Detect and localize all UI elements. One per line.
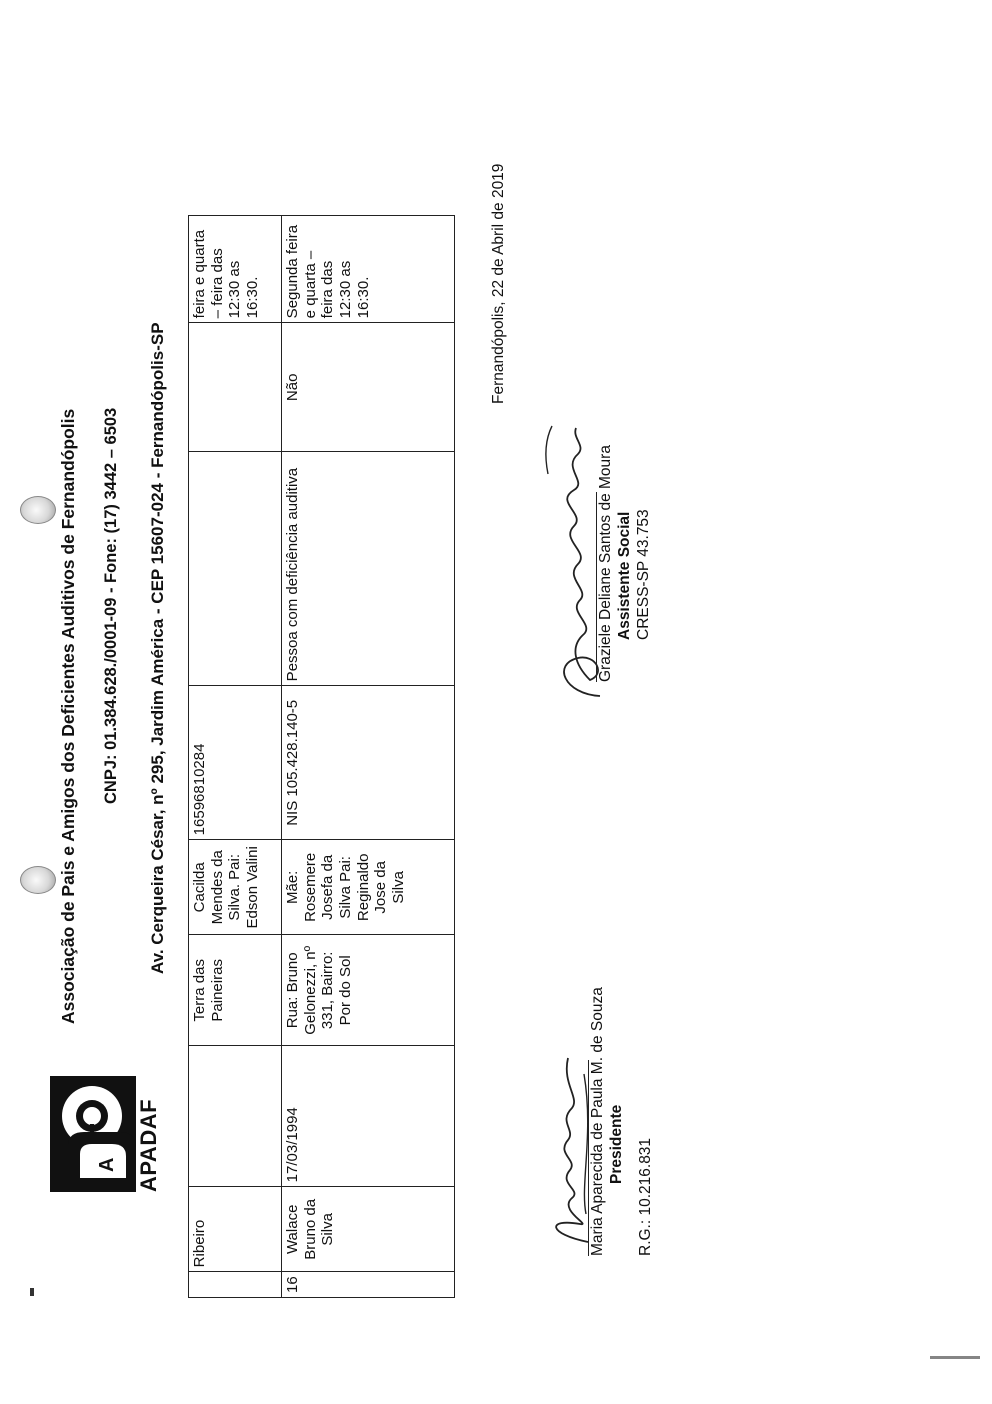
cell-filiation: Cacilda Mendes da Silva. Pai: Edson Valini bbox=[189, 840, 282, 935]
cell-benefit bbox=[189, 323, 282, 452]
cell-nis: 16596810284 bbox=[189, 686, 282, 840]
cell-benefit: Não bbox=[282, 323, 455, 452]
org-address: Av. Cerqueira César, nº 295, Jardim América - CEP 15607-024 - Fernandópolis-SP bbox=[148, 322, 167, 974]
scan-mark bbox=[30, 1288, 34, 1296]
punch-hole bbox=[20, 496, 56, 524]
cell-birthdate: 17/03/1994 bbox=[282, 1046, 455, 1187]
cell-number bbox=[189, 1272, 282, 1298]
punch-hole bbox=[20, 866, 56, 894]
cnpj-phone: CNPJ: 01.384.628./0001-09 - Fone: (17) 3442 – 6503 bbox=[102, 407, 120, 804]
cell-address: Terra das Paineiras bbox=[189, 935, 282, 1046]
cell-deficiency: Pessoa com deficiência auditiva bbox=[282, 452, 455, 686]
table-row bbox=[189, 216, 282, 1298]
cell-deficiency bbox=[189, 452, 282, 686]
cell-nis: NIS 105.428.140-5 bbox=[282, 686, 455, 840]
president-signature bbox=[588, 987, 656, 1256]
president-name: Maria Aparecida de Paula M. de Souza bbox=[589, 987, 606, 1256]
cell-schedule: Segunda feira e quarta – feira das 12:30 as 16:30. bbox=[282, 216, 455, 323]
table-row bbox=[282, 216, 455, 1298]
org-name: Associação de Pais e Amigos dos Deficientes Auditivos de Fernandópolis bbox=[58, 408, 78, 1024]
social-worker-name: Graziele Deliane Santos de Moura bbox=[597, 445, 614, 682]
document-date: Fernandópolis, 22 de Abril de 2019 bbox=[490, 163, 507, 404]
social-worker-role: Assistente Social bbox=[615, 511, 633, 640]
logo-letter: A bbox=[96, 1157, 118, 1172]
cell-birthdate bbox=[189, 1046, 282, 1187]
president-rg: R.G.: 10.216.831 bbox=[636, 1137, 654, 1256]
cell-name: Walace Bruno da Silva bbox=[282, 1187, 455, 1272]
president-role: Presidente bbox=[607, 1104, 625, 1184]
cell-schedule: feira e quarta – feira das 12:30 as 16:30. bbox=[189, 216, 282, 323]
cell-number: 16 bbox=[282, 1272, 455, 1298]
logo-text: APADAF bbox=[136, 1098, 161, 1192]
social-worker-signature bbox=[596, 445, 654, 682]
cell-address: Rua: Bruno Gelonezzi, nº 331, Bairro: Por do Sol bbox=[282, 935, 455, 1046]
scan-mark bbox=[930, 1356, 980, 1359]
cell-name: Ribeiro bbox=[189, 1187, 282, 1272]
social-worker-cress: CRESS-SP 43.753 bbox=[634, 509, 652, 640]
beneficiary-table bbox=[188, 215, 455, 1298]
cell-filiation: Mãe: Rosemere Josefa da Silva Pai: Reginaldo Jose da Silva bbox=[282, 840, 455, 935]
